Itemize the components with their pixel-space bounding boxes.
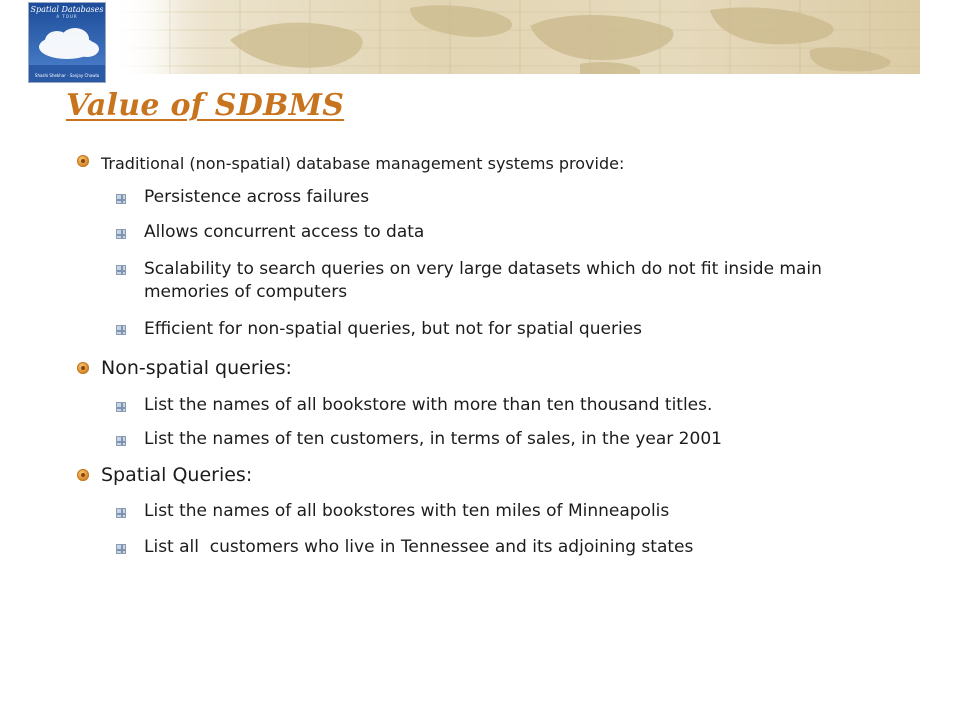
square-bullet-icon	[116, 436, 126, 446]
square-bullet-icon	[116, 508, 126, 518]
sub-bullet-tennessee: List all customers who live in Tennessee and its adjoining states	[144, 537, 694, 557]
orange-bullet-icon	[77, 469, 89, 481]
sub-bullet-minneapolis: List the names of all bookstores with ten miles of Minneapolis	[144, 501, 670, 521]
sub-bullet-efficient: Efficient for non-spatial queries, but not for spatial queries	[144, 319, 642, 339]
square-bullet-icon	[116, 265, 126, 275]
world-map-banner	[110, 0, 920, 74]
world-map-graphic	[110, 0, 920, 74]
sub-bullet-bookstore-titles: List the names of all bookstore with more than ten thousand titles.	[144, 395, 713, 415]
square-bullet-icon	[116, 229, 126, 239]
book-cover-authors: Shashi Shekhar · Sanjay Chawla	[34, 73, 100, 78]
orange-bullet-icon	[77, 155, 89, 167]
book-cover-image	[28, 2, 106, 83]
sub-bullet-scalability: Scalability to search queries on very large datasets which do not fit inside main memories of computers	[144, 259, 822, 302]
orange-bullet-icon	[77, 362, 89, 374]
banner-fade	[110, 0, 180, 74]
square-bullet-icon	[116, 402, 126, 412]
sub-bullet-concurrent-access: Allows concurrent access to data	[144, 222, 425, 242]
book-cover-subtitle: A TOUR	[56, 14, 78, 19]
bullet-traditional-dbms: Traditional (non-spatial) database management systems provide:	[101, 154, 625, 173]
book-cover-title: Spatial Databases	[30, 5, 104, 14]
square-bullet-icon	[116, 325, 126, 335]
sub-bullet-persistence: Persistence across failures	[144, 187, 370, 207]
square-bullet-icon	[116, 544, 126, 554]
square-bullet-icon	[116, 194, 126, 204]
bullet-spatial-queries: Spatial Queries:	[101, 464, 253, 486]
bullet-non-spatial-queries: Non-spatial queries:	[101, 357, 292, 379]
sub-bullet-ten-customers: List the names of ten customers, in terms of sales, in the year 2001	[144, 429, 722, 449]
slide-title: Value of SDBMS	[66, 88, 345, 123]
